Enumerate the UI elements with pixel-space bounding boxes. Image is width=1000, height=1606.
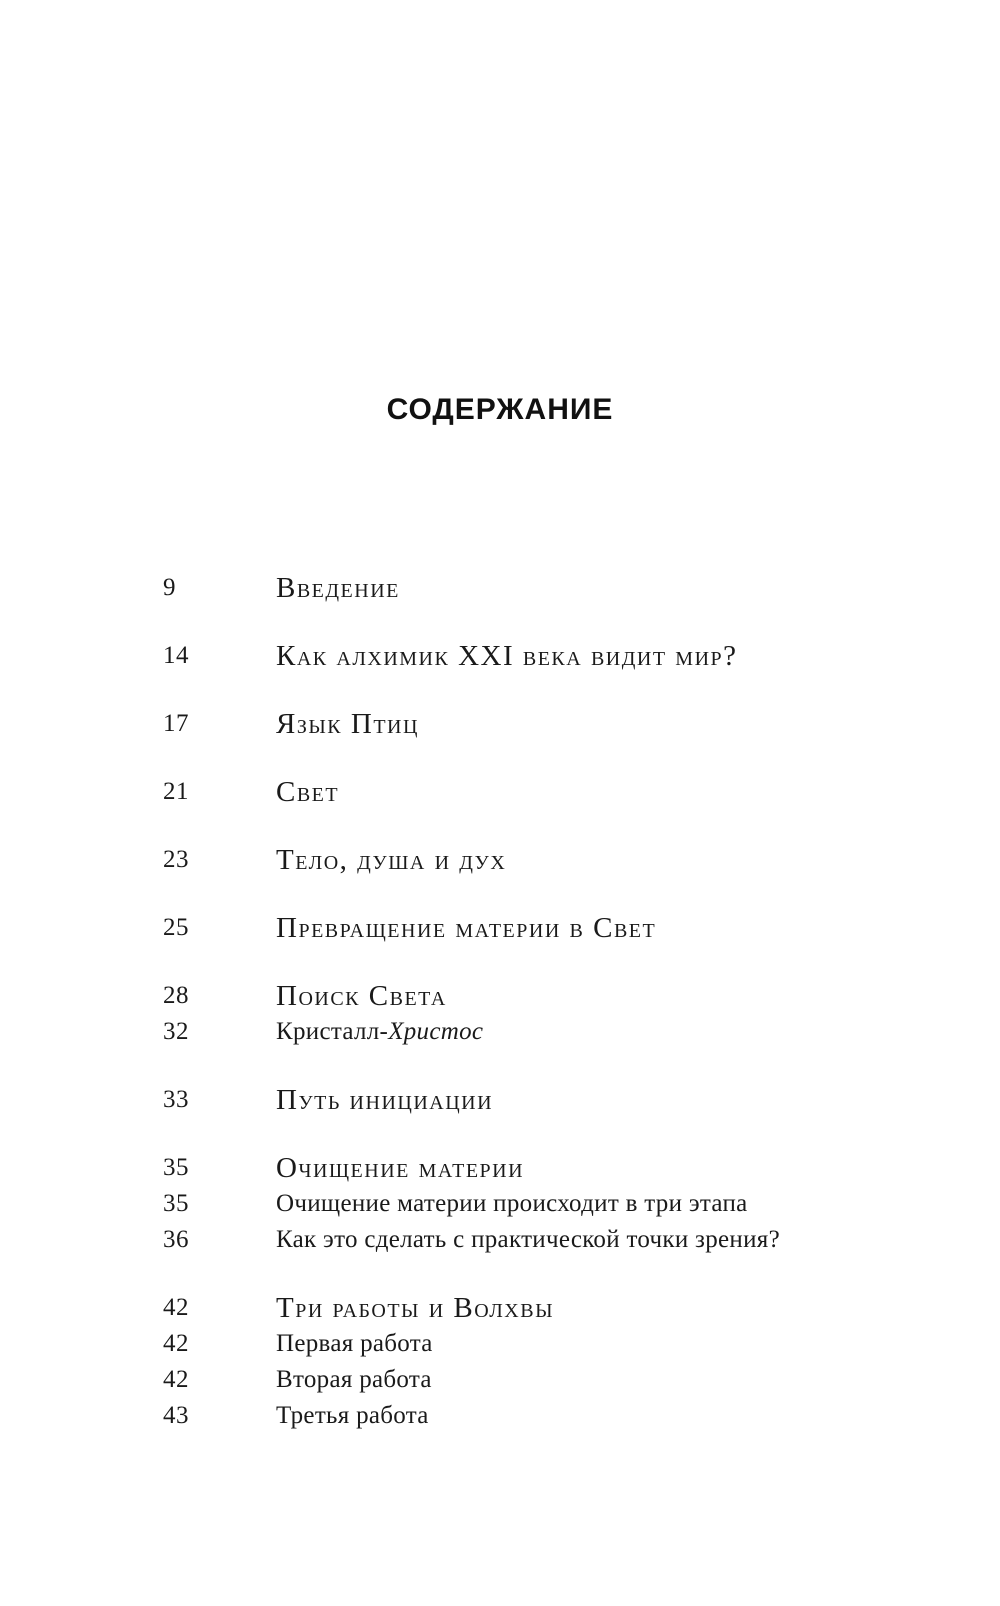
toc-entry[interactable]	[0, 978, 1000, 1014]
toc-chapter-title: Превращение материи в Свет	[276, 912, 657, 944]
toc-page-number: 42	[163, 1330, 189, 1357]
toc-chapter-title: Очищение материи	[276, 1152, 525, 1184]
toc-page-number: 28	[163, 982, 189, 1009]
toc-page-number: 35	[163, 1154, 189, 1181]
toc-group-transformation	[0, 910, 1000, 946]
toc-section-title: Очищение материи происходит в три этапа	[276, 1190, 748, 1217]
toc-chapter-title: Свет	[276, 776, 340, 808]
toc-group-introduction	[0, 570, 1000, 606]
toc-entry[interactable]	[0, 570, 1000, 606]
table-of-contents	[0, 570, 1000, 1466]
toc-group-body-soul-spirit	[0, 842, 1000, 878]
toc-subentry[interactable]	[0, 1186, 1000, 1222]
toc-page-number: 23	[163, 846, 189, 873]
toc-entry[interactable]	[0, 706, 1000, 742]
toc-section-title: Вторая работа	[276, 1366, 432, 1393]
toc-page-number: 36	[163, 1226, 189, 1253]
toc-page-number: 21	[163, 778, 189, 805]
toc-group-birds	[0, 706, 1000, 742]
toc-group-search-light	[0, 978, 1000, 1050]
toc-chapter-title: Поиск Света	[276, 980, 447, 1012]
toc-page-number: 17	[163, 710, 189, 737]
toc-entry[interactable]	[0, 1150, 1000, 1186]
toc-page-number: 43	[163, 1402, 189, 1429]
toc-group-three-works	[0, 1290, 1000, 1434]
toc-subentry[interactable]	[0, 1326, 1000, 1362]
toc-entry[interactable]	[0, 1290, 1000, 1326]
toc-chapter-title: Введение	[276, 572, 400, 604]
toc-group-initiation	[0, 1082, 1000, 1118]
toc-page-number: 42	[163, 1294, 189, 1321]
toc-page-number: 32	[163, 1018, 189, 1045]
toc-chapter-title: Как алхимик XXI века видит мир?	[276, 640, 738, 672]
toc-entry[interactable]	[0, 638, 1000, 674]
toc-entry[interactable]	[0, 842, 1000, 878]
toc-section-title: Как это сделать с практической точки зрения?	[276, 1226, 780, 1253]
toc-chapter-title: Тело, душа и дух	[276, 844, 507, 876]
toc-entry[interactable]	[0, 910, 1000, 946]
toc-chapter-title: Язык Птиц	[276, 708, 419, 740]
toc-section-title	[276, 1014, 483, 1050]
toc-entry[interactable]	[0, 774, 1000, 810]
toc-subentry[interactable]	[0, 1362, 1000, 1398]
toc-subentry[interactable]	[0, 1014, 1000, 1050]
toc-group-alchemist	[0, 638, 1000, 674]
toc-entry[interactable]	[0, 1082, 1000, 1118]
toc-subentry[interactable]	[0, 1222, 1000, 1258]
toc-page-number: 42	[163, 1366, 189, 1393]
toc-chapter-title: Три работы и Волхвы	[276, 1292, 555, 1324]
toc-section-title-main: Кристалл-	[276, 1018, 389, 1045]
toc-page-number: 14	[163, 642, 189, 669]
toc-subentry[interactable]	[0, 1398, 1000, 1434]
toc-page-number: 9	[163, 574, 176, 601]
toc-page-number: 25	[163, 914, 189, 941]
toc-section-title-italic: Христос	[388, 1018, 484, 1045]
toc-group-light	[0, 774, 1000, 810]
toc-group-purification	[0, 1150, 1000, 1258]
toc-section-title: Первая работа	[276, 1330, 433, 1357]
toc-page-number: 33	[163, 1086, 189, 1113]
toc-chapter-title: Путь инициации	[276, 1084, 494, 1116]
page-title: СОДЕРЖАНИЕ	[386, 393, 614, 426]
toc-section-title: Третья работа	[276, 1402, 429, 1429]
toc-page-number: 35	[163, 1190, 189, 1217]
